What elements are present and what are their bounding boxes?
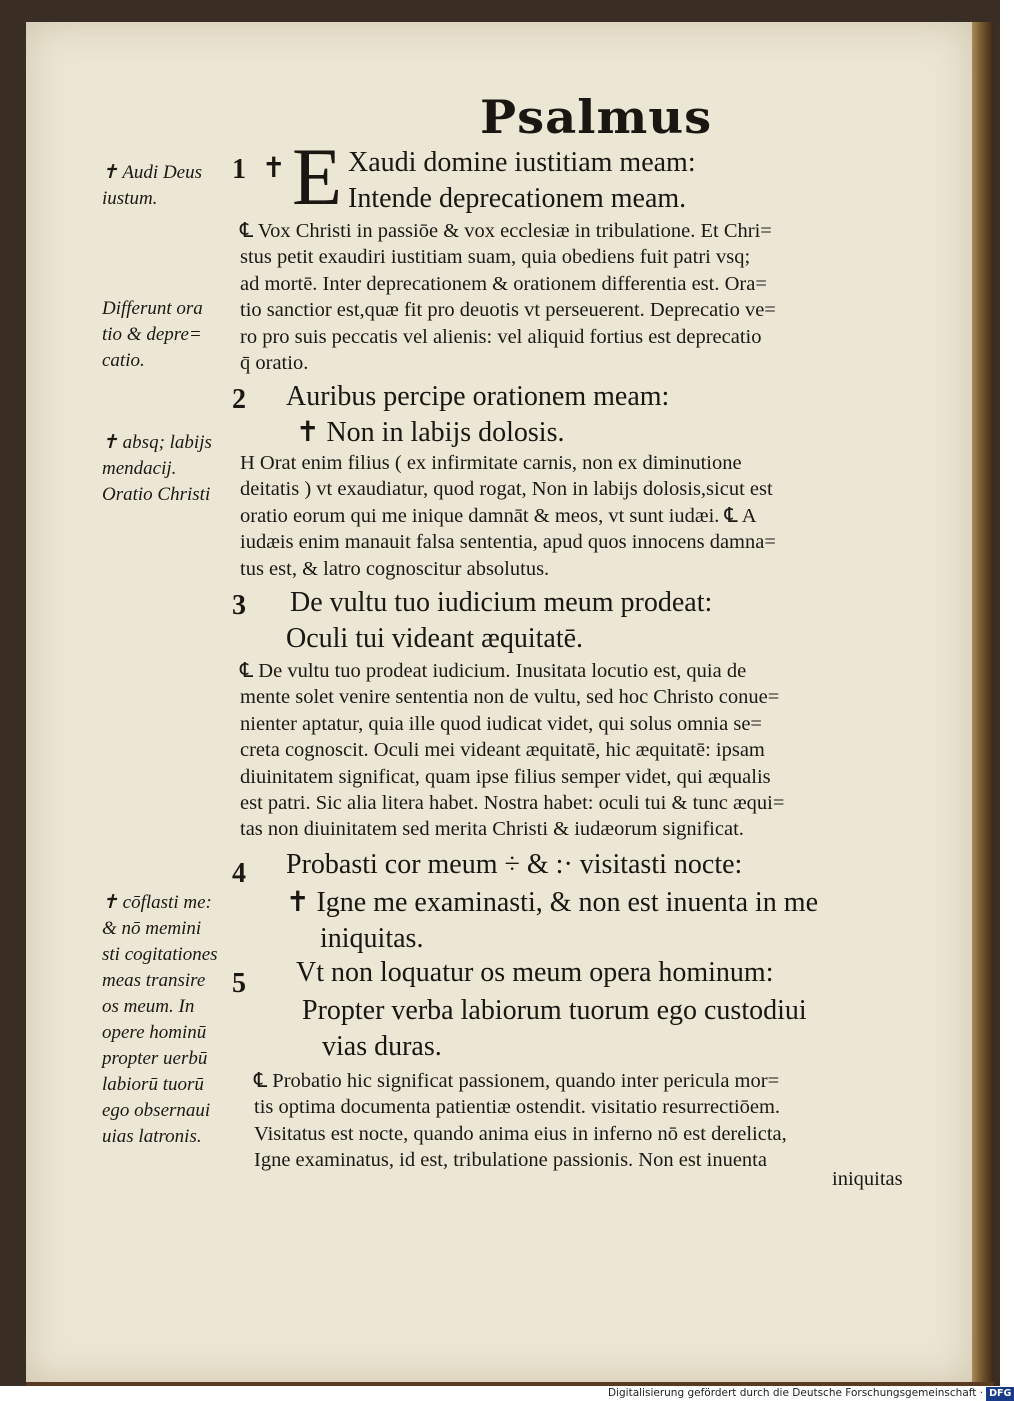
page-edge — [972, 22, 994, 1382]
commentary-line: mente solet venire sententia non de vultu, sed hoc Christo conue= — [240, 686, 780, 709]
commentary-line: H Orat enim filius ( ex infirmitate carnis, non ex diminutione — [240, 452, 742, 474]
verse-line: iniquitas. — [320, 923, 424, 954]
verse-line: Oculi tui videant æquitatē. — [286, 623, 584, 654]
commentary-line: ℄ Vox Christi in passiōe & vox ecclesiæ in tribulatione. Et Chri= — [240, 220, 772, 242]
commentary-line: tus est, & latro cognoscitur absolutus. — [240, 557, 550, 580]
verse-number: 2 — [232, 384, 246, 415]
dfg-logo: DFG — [986, 1387, 1014, 1401]
commentary-line: Visitatus est nocte, quando anima eius in inferno nō est derelicta, — [254, 1122, 787, 1145]
commentary-line: tio sanctior est,quæ fit pro deuotis vt perseuerent. Deprecatio ve= — [240, 299, 776, 322]
commentary-line: tis optima documenta patientiæ ostendit. visitatio resurrectiōem. — [254, 1096, 781, 1119]
verse-line: ✝ Non in labijs dolosis. — [296, 417, 565, 448]
commentary-line: ℄ Probatio hic significat passionem, quando inter pericula mor= — [254, 1070, 780, 1092]
commentary-line: ℄ De vultu tuo prodeat iudicium. Inusitata locutio est, quia de — [240, 660, 747, 682]
drop-capital: E — [292, 131, 343, 222]
commentary-line: ro pro suis peccatis vel alienis: vel aliquid fortius est deprecatio — [240, 325, 762, 348]
verse-number: 3 — [232, 590, 246, 621]
verse-number: 1 — [232, 154, 246, 185]
margin-note: ✝ Audi Deus iustum. — [102, 162, 203, 209]
verse-line: Xaudi domine iustitiam meam: — [348, 147, 696, 178]
commentary-line: ad mortē. Inter deprecationem & orationem differentia est. Ora= — [240, 272, 767, 295]
verse-line: Intende deprecationem meam. — [348, 183, 687, 214]
commentary-line: Igne examinatus, id est, tribulatione passionis. Non est inuenta — [254, 1149, 767, 1172]
verse-number: 5 — [232, 968, 246, 999]
commentary-line: q̄ oratio. — [240, 352, 309, 375]
commentary-line: deitatis ) vt exaudiatur, quod rogat, Non in labijs dolosis,sicut est — [240, 478, 773, 501]
credit-text: Digitalisierung gefördert durch die Deutsche Forschungsgemeinschaft · — [608, 1387, 984, 1399]
margin-note: ✝ absq; labijs mendacij. Oratio Christi — [102, 432, 212, 505]
verse-line: De vultu tuo iudicium meum prodeat: — [290, 587, 713, 618]
commentary-line: oratio eorum qui me inique damnāt & meos, vt sunt iudæi. ℄ A — [240, 504, 757, 527]
commentary-block — [240, 450, 920, 582]
verse-line: vias duras. — [322, 1031, 442, 1062]
verse-line: Auribus percipe orationem meam: — [286, 381, 670, 412]
commentary-line: nienter aptatur, quia ille quod iudicat videt, qui solus omnia se= — [240, 712, 762, 735]
commentary-line: est patri. Sic alia litera habet. Nostra habet: oculi tui & tunc æqui= — [240, 792, 785, 815]
verse-mark: ✝ — [262, 153, 286, 184]
verse-line: Propter verba labiorum tuorum ego custodiui — [302, 995, 807, 1026]
commentary-line: stus petit exaudiri iustitiam suam, quia obediens fuit patri vsq; — [240, 246, 751, 269]
catchword: iniquitas — [832, 1168, 903, 1190]
commentary-line: tas non diuinitatem sed merita Christi & iudæorum significat. — [240, 818, 744, 841]
commentary-block — [240, 658, 920, 843]
commentary-block — [254, 1068, 920, 1174]
verse-line: Probasti cor meum ÷ & :· visitasti nocte: — [286, 849, 743, 880]
margin-note: ✝ cōflasti me: & nō memini sti cogitationes meas transire os meum. In opere hominū propter uerbū labiorū tuorū ego obsernaui uias latronis. — [102, 892, 218, 1147]
digitization-credit — [608, 1386, 1012, 1400]
verse-line: Vt non loquatur os meum opera hominum: — [296, 957, 774, 988]
running-header: Psalmus — [480, 91, 713, 145]
commentary-line: diuinitatem significat, quam ipse filius semper videt, qui æqualis — [240, 765, 771, 788]
commentary-block — [240, 218, 920, 376]
verse-number: 4 — [232, 858, 246, 889]
commentary-line: iudæis enim manauit falsa sententia, apud quos innocens damna= — [240, 531, 776, 554]
verse-line: ✝ Igne me examinasti, & non est inuenta in me — [286, 887, 818, 918]
margin-note: Differunt ora tio & depre= catio. — [102, 298, 203, 371]
commentary-line: creta cognoscit. Oculi mei videant æquitatē, hic æquitatē: ipsam — [240, 739, 765, 762]
